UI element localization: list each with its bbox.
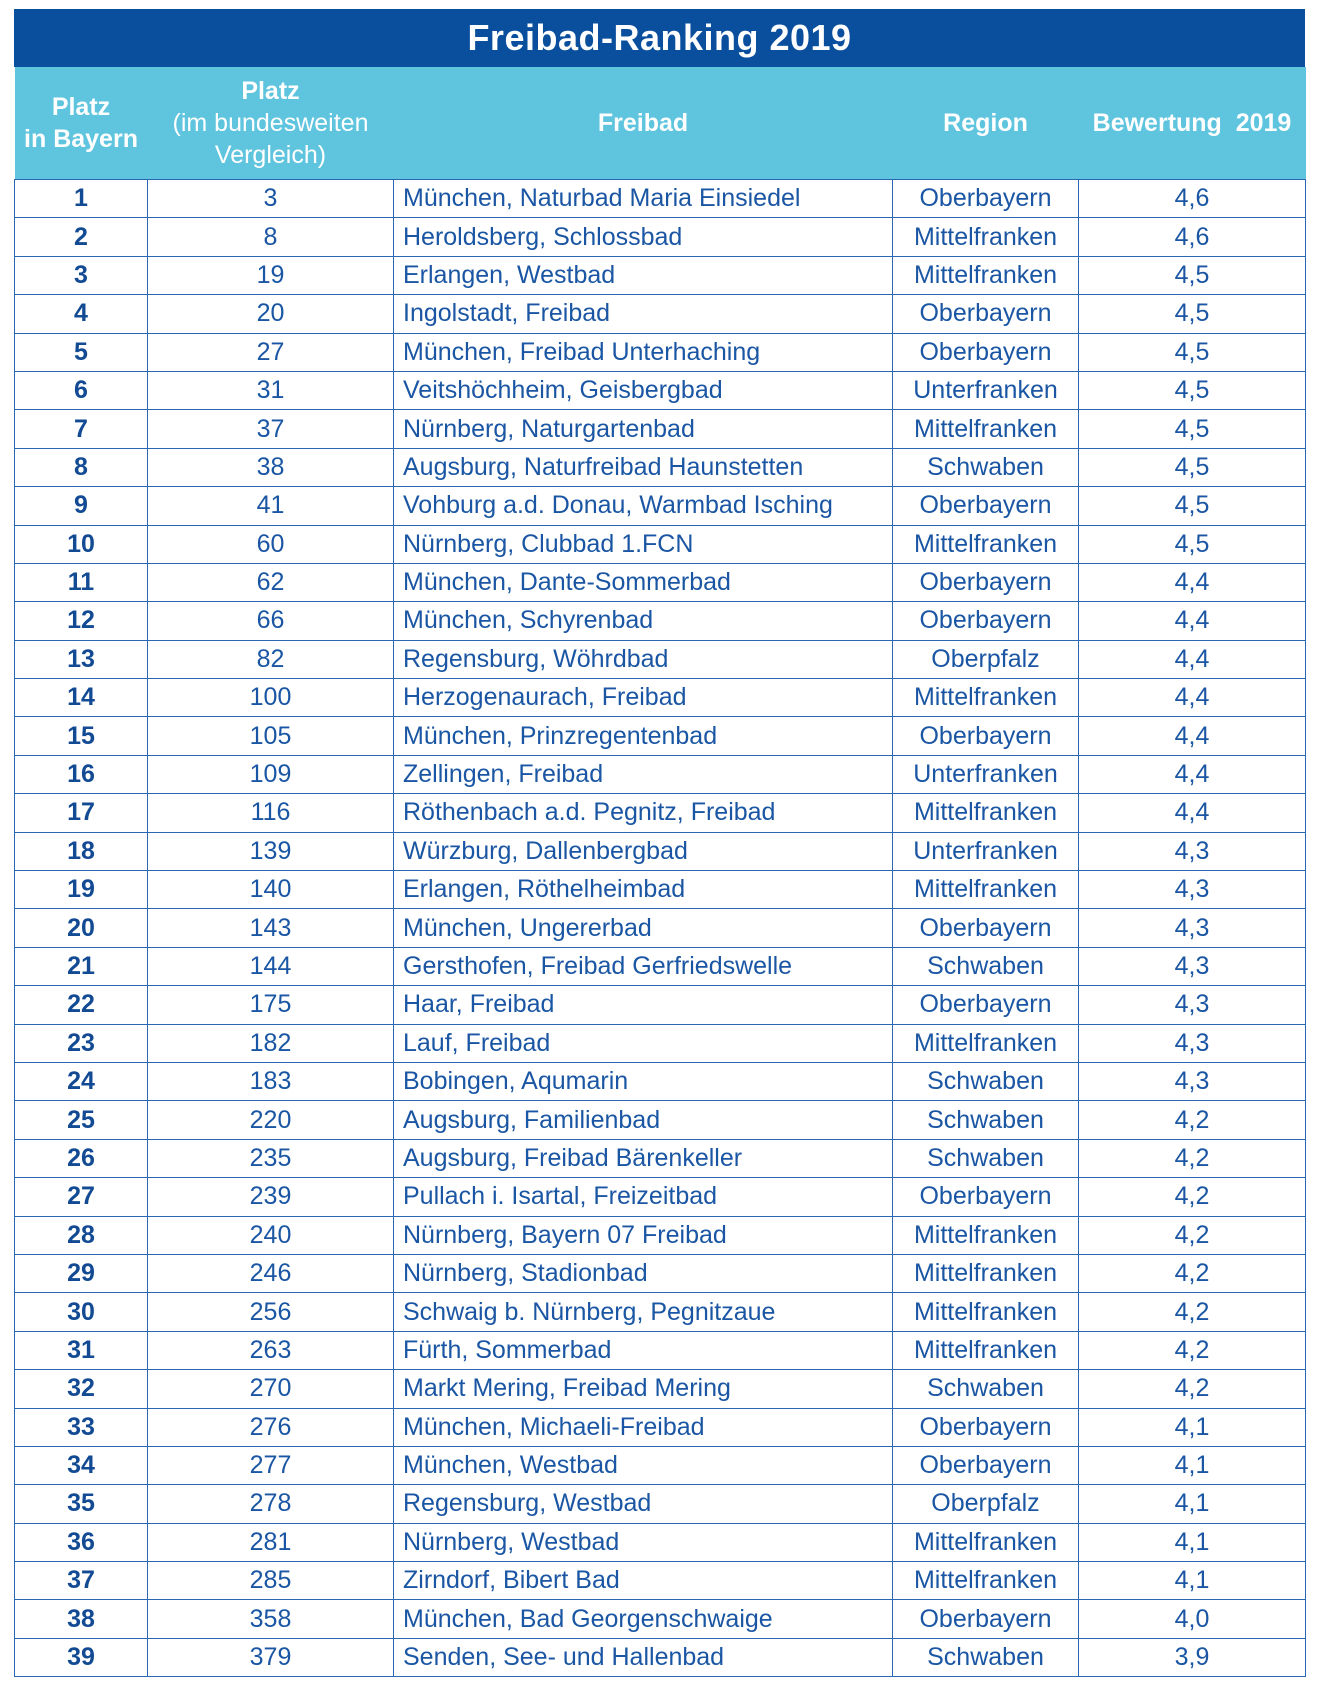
cell-freibad: Augsburg, Freibad Bärenkeller: [394, 1139, 893, 1177]
cell-bewertung: 4,4: [1079, 794, 1306, 832]
cell-region: Mittelfranken: [893, 794, 1079, 832]
cell-platz-bayern: 19: [15, 871, 148, 909]
cell-platz-bayern: 27: [15, 1178, 148, 1216]
cell-platz-bayern: 25: [15, 1101, 148, 1139]
cell-region: Oberbayern: [893, 295, 1079, 333]
cell-platz-bayern: 1: [15, 180, 148, 218]
table-row: [15, 1600, 1306, 1638]
header-platz-bundesweit-line2: (im bundesweiten: [172, 109, 369, 137]
cell-platz-bayern: 8: [15, 448, 148, 486]
cell-region: Oberbayern: [893, 986, 1079, 1024]
cell-platz-bundesweit: 278: [148, 1485, 394, 1523]
cell-platz-bundesweit: 358: [148, 1600, 394, 1638]
cell-region: Unterfranken: [893, 832, 1079, 870]
table-row: [15, 1216, 1306, 1254]
cell-bewertung: 4,3: [1079, 947, 1306, 985]
cell-platz-bayern: 6: [15, 371, 148, 409]
cell-region: Oberbayern: [893, 1446, 1079, 1484]
cell-bewertung: 4,3: [1079, 1024, 1306, 1062]
cell-bewertung: 4,3: [1079, 871, 1306, 909]
cell-freibad: München, Naturbad Maria Einsiedel: [394, 180, 893, 218]
cell-platz-bundesweit: 175: [148, 986, 394, 1024]
ranking-table: [14, 67, 1306, 1677]
cell-platz-bayern: 15: [15, 717, 148, 755]
cell-bewertung: 4,5: [1079, 333, 1306, 371]
table-header: [15, 67, 1306, 180]
cell-platz-bundesweit: 235: [148, 1139, 394, 1177]
cell-freibad: Gersthofen, Freibad Gerfriedswelle: [394, 947, 893, 985]
table-row: [15, 448, 1306, 486]
table-row: [15, 371, 1306, 409]
cell-platz-bayern: 28: [15, 1216, 148, 1254]
table-row: [15, 1062, 1306, 1100]
cell-freibad: Nürnberg, Stadionbad: [394, 1254, 893, 1292]
header-region: Region: [893, 67, 1079, 180]
cell-region: Mittelfranken: [893, 1562, 1079, 1600]
cell-bewertung: 3,9: [1079, 1638, 1306, 1676]
cell-freibad: Röthenbach a.d. Pegnitz, Freibad: [394, 794, 893, 832]
cell-bewertung: 4,2: [1079, 1101, 1306, 1139]
cell-platz-bundesweit: 263: [148, 1331, 394, 1369]
cell-platz-bayern: 33: [15, 1408, 148, 1446]
table-row: [15, 180, 1306, 218]
cell-freibad: Regensburg, Wöhrdbad: [394, 640, 893, 678]
cell-region: Oberbayern: [893, 717, 1079, 755]
cell-platz-bundesweit: 60: [148, 525, 394, 563]
table-row: [15, 410, 1306, 448]
cell-region: Oberbayern: [893, 909, 1079, 947]
table-row: [15, 717, 1306, 755]
cell-freibad: Senden, See- und Hallenbad: [394, 1638, 893, 1676]
cell-freibad: München, Westbad: [394, 1446, 893, 1484]
cell-platz-bundesweit: 285: [148, 1562, 394, 1600]
header-platz-bundesweit-line3: Vergleich): [214, 141, 327, 169]
table-row: [15, 909, 1306, 947]
cell-freibad: Markt Mering, Freibad Mering: [394, 1370, 893, 1408]
cell-platz-bundesweit: 109: [148, 755, 394, 793]
cell-region: Oberbayern: [893, 333, 1079, 371]
cell-region: Schwaben: [893, 448, 1079, 486]
cell-bewertung: 4,4: [1079, 755, 1306, 793]
cell-region: Oberbayern: [893, 1408, 1079, 1446]
cell-region: Mittelfranken: [893, 410, 1079, 448]
cell-platz-bayern: 39: [15, 1638, 148, 1676]
table-row: [15, 1293, 1306, 1331]
cell-bewertung: 4,5: [1079, 410, 1306, 448]
cell-region: Mittelfranken: [893, 1254, 1079, 1292]
cell-bewertung: 4,5: [1079, 295, 1306, 333]
cell-freibad: Zellingen, Freibad: [394, 755, 893, 793]
cell-platz-bundesweit: 19: [148, 256, 394, 294]
cell-bewertung: 4,3: [1079, 832, 1306, 870]
table-row: [15, 602, 1306, 640]
header-freibad: Freibad: [394, 67, 893, 180]
table-row: [15, 1254, 1306, 1292]
cell-platz-bundesweit: 105: [148, 717, 394, 755]
cell-bewertung: 4,2: [1079, 1216, 1306, 1254]
cell-bewertung: 4,2: [1079, 1370, 1306, 1408]
cell-bewertung: 4,3: [1079, 909, 1306, 947]
cell-platz-bundesweit: 66: [148, 602, 394, 640]
cell-freibad: München, Schyrenbad: [394, 602, 893, 640]
cell-platz-bundesweit: 270: [148, 1370, 394, 1408]
cell-platz-bundesweit: 144: [148, 947, 394, 985]
cell-platz-bayern: 7: [15, 410, 148, 448]
cell-bewertung: 4,2: [1079, 1178, 1306, 1216]
cell-platz-bundesweit: 3: [148, 180, 394, 218]
cell-platz-bundesweit: 220: [148, 1101, 394, 1139]
cell-bewertung: 4,4: [1079, 640, 1306, 678]
cell-freibad: Heroldsberg, Schlossbad: [394, 218, 893, 256]
table-row: [15, 986, 1306, 1024]
cell-region: Oberpfalz: [893, 640, 1079, 678]
cell-bewertung: 4,2: [1079, 1331, 1306, 1369]
cell-platz-bundesweit: 240: [148, 1216, 394, 1254]
cell-platz-bayern: 21: [15, 947, 148, 985]
table-row: [15, 755, 1306, 793]
cell-region: Oberbayern: [893, 602, 1079, 640]
cell-platz-bayern: 9: [15, 487, 148, 525]
cell-platz-bundesweit: 41: [148, 487, 394, 525]
cell-bewertung: 4,4: [1079, 563, 1306, 601]
cell-freibad: Nürnberg, Naturgartenbad: [394, 410, 893, 448]
cell-region: Oberbayern: [893, 487, 1079, 525]
header-platz-bayern-line2: in Bayern: [24, 125, 138, 153]
cell-platz-bundesweit: 31: [148, 371, 394, 409]
cell-freibad: Erlangen, Röthelheimbad: [394, 871, 893, 909]
cell-platz-bayern: 32: [15, 1370, 148, 1408]
table-row: [15, 1408, 1306, 1446]
cell-freibad: Lauf, Freibad: [394, 1024, 893, 1062]
table-row: [15, 1139, 1306, 1177]
cell-region: Unterfranken: [893, 755, 1079, 793]
cell-platz-bayern: 12: [15, 602, 148, 640]
cell-freibad: Fürth, Sommerbad: [394, 1331, 893, 1369]
header-bewertung: Bewertung 2019: [1079, 67, 1306, 180]
cell-platz-bayern: 23: [15, 1024, 148, 1062]
cell-platz-bundesweit: 20: [148, 295, 394, 333]
cell-platz-bundesweit: 143: [148, 909, 394, 947]
table-row: [15, 1562, 1306, 1600]
table-row: [15, 333, 1306, 371]
cell-region: Mittelfranken: [893, 1024, 1079, 1062]
cell-platz-bundesweit: 281: [148, 1523, 394, 1561]
cell-bewertung: 4,2: [1079, 1254, 1306, 1292]
table-row: [15, 947, 1306, 985]
cell-platz-bundesweit: 38: [148, 448, 394, 486]
table-row: [15, 1101, 1306, 1139]
cell-platz-bayern: 17: [15, 794, 148, 832]
table-title: Freibad-Ranking 2019: [14, 9, 1305, 67]
cell-platz-bayern: 34: [15, 1446, 148, 1484]
cell-region: Oberbayern: [893, 563, 1079, 601]
table-row: [15, 218, 1306, 256]
cell-bewertung: 4,6: [1079, 180, 1306, 218]
cell-region: Schwaben: [893, 1139, 1079, 1177]
cell-platz-bayern: 29: [15, 1254, 148, 1292]
cell-platz-bayern: 2: [15, 218, 148, 256]
cell-bewertung: 4,1: [1079, 1408, 1306, 1446]
cell-region: Mittelfranken: [893, 218, 1079, 256]
cell-freibad: Augsburg, Naturfreibad Haunstetten: [394, 448, 893, 486]
cell-freibad: Haar, Freibad: [394, 986, 893, 1024]
cell-platz-bayern: 30: [15, 1293, 148, 1331]
cell-freibad: München, Prinzregentenbad: [394, 717, 893, 755]
cell-platz-bayern: 14: [15, 679, 148, 717]
table-row: [15, 1331, 1306, 1369]
cell-platz-bayern: 22: [15, 986, 148, 1024]
table-row: [15, 1024, 1306, 1062]
cell-freibad: Schwaig b. Nürnberg, Pegnitzaue: [394, 1293, 893, 1331]
cell-freibad: München, Ungererbad: [394, 909, 893, 947]
cell-freibad: Würzburg, Dallenbergbad: [394, 832, 893, 870]
cell-bewertung: 4,3: [1079, 986, 1306, 1024]
header-platz-bundesweit: [148, 67, 394, 180]
cell-freibad: Augsburg, Familienbad: [394, 1101, 893, 1139]
table-row: [15, 1523, 1306, 1561]
cell-freibad: Erlangen, Westbad: [394, 256, 893, 294]
cell-platz-bayern: 13: [15, 640, 148, 678]
cell-freibad: Vohburg a.d. Donau, Warmbad Isching: [394, 487, 893, 525]
cell-bewertung: 4,2: [1079, 1139, 1306, 1177]
cell-platz-bundesweit: 27: [148, 333, 394, 371]
table-row: [15, 295, 1306, 333]
cell-freibad: München, Dante-Sommerbad: [394, 563, 893, 601]
cell-platz-bayern: 37: [15, 1562, 148, 1600]
cell-bewertung: 4,1: [1079, 1523, 1306, 1561]
cell-freibad: München, Bad Georgenschwaige: [394, 1600, 893, 1638]
cell-region: Schwaben: [893, 947, 1079, 985]
table-row: [15, 487, 1306, 525]
cell-freibad: Bobingen, Aqumarin: [394, 1062, 893, 1100]
table-row: [15, 256, 1306, 294]
cell-freibad: Veitshöchheim, Geisbergbad: [394, 371, 893, 409]
cell-platz-bayern: 31: [15, 1331, 148, 1369]
cell-region: Mittelfranken: [893, 679, 1079, 717]
cell-platz-bayern: 10: [15, 525, 148, 563]
table-row: [15, 1638, 1306, 1676]
cell-bewertung: 4,4: [1079, 602, 1306, 640]
cell-region: Schwaben: [893, 1062, 1079, 1100]
table-row: [15, 563, 1306, 601]
cell-platz-bundesweit: 140: [148, 871, 394, 909]
cell-platz-bayern: 5: [15, 333, 148, 371]
cell-region: Oberpfalz: [893, 1485, 1079, 1523]
table-row: [15, 871, 1306, 909]
cell-bewertung: 4,4: [1079, 679, 1306, 717]
table-row: [15, 1485, 1306, 1523]
cell-platz-bayern: 35: [15, 1485, 148, 1523]
cell-platz-bayern: 26: [15, 1139, 148, 1177]
cell-platz-bayern: 16: [15, 755, 148, 793]
cell-freibad: Nürnberg, Bayern 07 Freibad: [394, 1216, 893, 1254]
cell-bewertung: 4,6: [1079, 218, 1306, 256]
cell-platz-bundesweit: 276: [148, 1408, 394, 1446]
cell-region: Mittelfranken: [893, 256, 1079, 294]
cell-region: Oberbayern: [893, 1178, 1079, 1216]
cell-platz-bayern: 36: [15, 1523, 148, 1561]
cell-region: Schwaben: [893, 1638, 1079, 1676]
cell-platz-bayern: 24: [15, 1062, 148, 1100]
cell-bewertung: 4,5: [1079, 371, 1306, 409]
cell-region: Oberbayern: [893, 180, 1079, 218]
cell-platz-bundesweit: 116: [148, 794, 394, 832]
cell-freibad: Pullach i. Isartal, Freizeitbad: [394, 1178, 893, 1216]
cell-platz-bundesweit: 8: [148, 218, 394, 256]
cell-freibad: Herzogenaurach, Freibad: [394, 679, 893, 717]
cell-bewertung: 4,5: [1079, 525, 1306, 563]
cell-bewertung: 4,0: [1079, 1600, 1306, 1638]
cell-bewertung: 4,2: [1079, 1293, 1306, 1331]
cell-bewertung: 4,5: [1079, 256, 1306, 294]
cell-platz-bundesweit: 239: [148, 1178, 394, 1216]
cell-bewertung: 4,1: [1079, 1562, 1306, 1600]
cell-platz-bundesweit: 182: [148, 1024, 394, 1062]
cell-region: Mittelfranken: [893, 525, 1079, 563]
cell-region: Schwaben: [893, 1370, 1079, 1408]
cell-platz-bayern: 11: [15, 563, 148, 601]
table-row: [15, 832, 1306, 870]
ranking-table-container: [14, 9, 1305, 1677]
cell-platz-bayern: 38: [15, 1600, 148, 1638]
cell-platz-bundesweit: 100: [148, 679, 394, 717]
cell-bewertung: 4,4: [1079, 717, 1306, 755]
cell-freibad: Ingolstadt, Freibad: [394, 295, 893, 333]
cell-bewertung: 4,5: [1079, 448, 1306, 486]
header-platz-bayern: [15, 67, 148, 180]
cell-region: Mittelfranken: [893, 871, 1079, 909]
cell-region: Mittelfranken: [893, 1523, 1079, 1561]
table-row: [15, 1370, 1306, 1408]
cell-bewertung: 4,5: [1079, 487, 1306, 525]
cell-platz-bundesweit: 246: [148, 1254, 394, 1292]
table-row: [15, 525, 1306, 563]
cell-platz-bundesweit: 379: [148, 1638, 394, 1676]
cell-freibad: München, Freibad Unterhaching: [394, 333, 893, 371]
cell-region: Unterfranken: [893, 371, 1079, 409]
cell-region: Mittelfranken: [893, 1293, 1079, 1331]
cell-freibad: München, Michaeli-Freibad: [394, 1408, 893, 1446]
cell-platz-bundesweit: 277: [148, 1446, 394, 1484]
cell-platz-bundesweit: 62: [148, 563, 394, 601]
cell-freibad: Zirndorf, Bibert Bad: [394, 1562, 893, 1600]
cell-region: Mittelfranken: [893, 1331, 1079, 1369]
cell-platz-bundesweit: 37: [148, 410, 394, 448]
table-row: [15, 1446, 1306, 1484]
table-row: [15, 1178, 1306, 1216]
cell-bewertung: 4,1: [1079, 1485, 1306, 1523]
cell-platz-bundesweit: 82: [148, 640, 394, 678]
table-row: [15, 640, 1306, 678]
cell-region: Mittelfranken: [893, 1216, 1079, 1254]
cell-bewertung: 4,1: [1079, 1446, 1306, 1484]
table-body: [15, 180, 1306, 1677]
cell-platz-bundesweit: 256: [148, 1293, 394, 1331]
table-row: [15, 794, 1306, 832]
cell-platz-bayern: 20: [15, 909, 148, 947]
cell-platz-bayern: 4: [15, 295, 148, 333]
cell-platz-bayern: 3: [15, 256, 148, 294]
cell-freibad: Nürnberg, Westbad: [394, 1523, 893, 1561]
cell-region: Oberbayern: [893, 1600, 1079, 1638]
cell-platz-bayern: 18: [15, 832, 148, 870]
header-platz-bayern-line1: Platz: [51, 93, 111, 121]
header-platz-bundesweit-line1: Platz: [241, 77, 300, 105]
cell-freibad: Nürnberg, Clubbad 1.FCN: [394, 525, 893, 563]
cell-platz-bundesweit: 183: [148, 1062, 394, 1100]
cell-region: Schwaben: [893, 1101, 1079, 1139]
table-row: [15, 679, 1306, 717]
cell-platz-bundesweit: 139: [148, 832, 394, 870]
cell-bewertung: 4,3: [1079, 1062, 1306, 1100]
cell-freibad: Regensburg, Westbad: [394, 1485, 893, 1523]
